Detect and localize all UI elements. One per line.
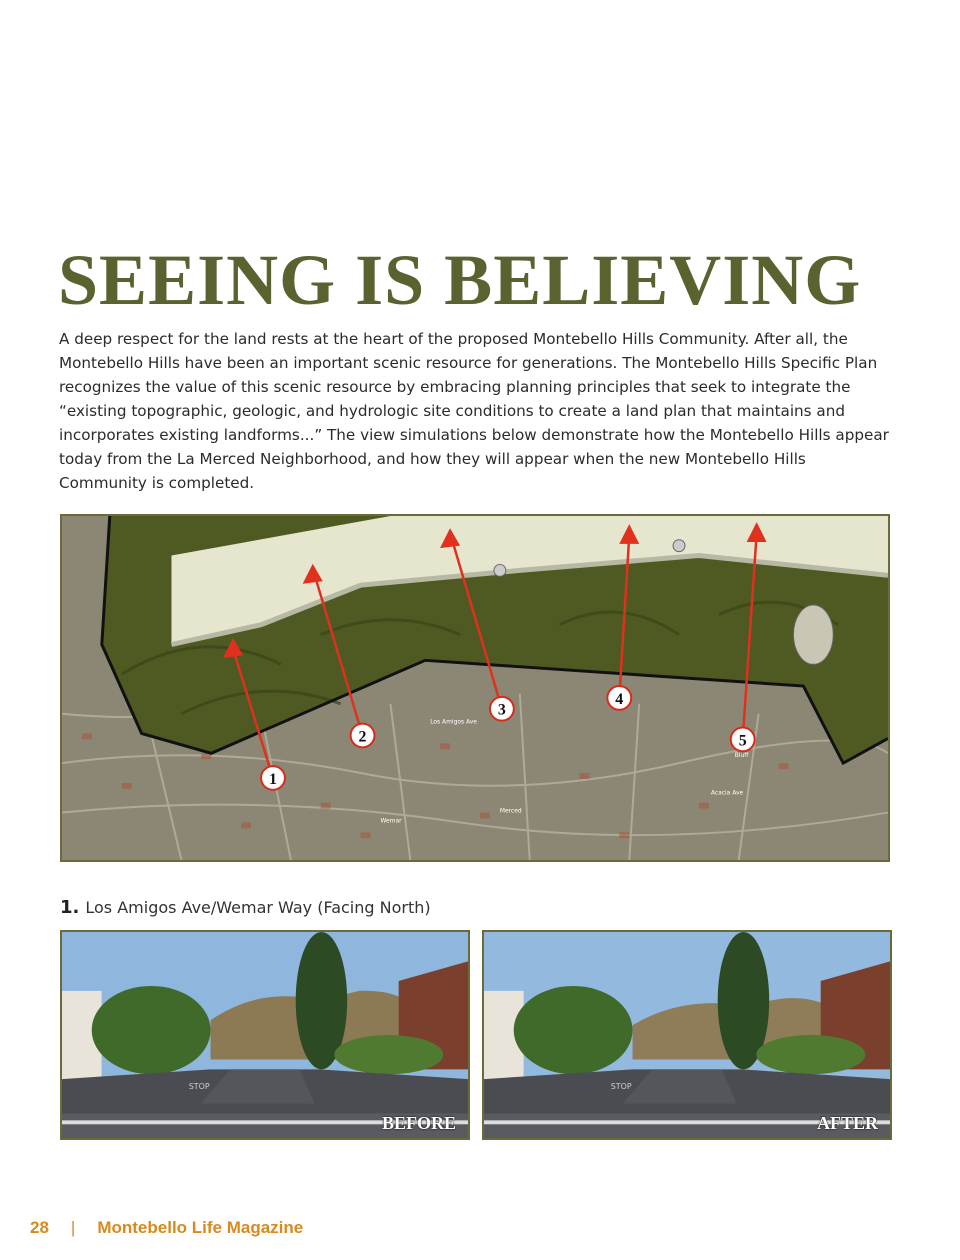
page-title: SEEING IS BELIEVING	[58, 240, 862, 320]
page-number: 28	[30, 1218, 49, 1237]
svg-text:1: 1	[268, 770, 277, 788]
before-photo	[60, 930, 470, 1140]
aerial-map-image	[62, 516, 888, 860]
viewpoint-marker-1	[261, 766, 285, 790]
pavement-marking: STOP	[610, 1081, 632, 1091]
viewpoint-marker-4	[607, 686, 631, 710]
page-footer	[30, 1218, 303, 1238]
viewpoint-marker-3	[490, 697, 514, 721]
street-label-merced: Merced	[499, 807, 522, 815]
street-label-los-amigos: Los Amigos Ave	[430, 718, 477, 726]
svg-text:4: 4	[615, 690, 624, 708]
after-street-image	[484, 932, 890, 1138]
pavement-marking: STOP	[188, 1081, 210, 1091]
intro-paragraph: A deep respect for the land rests at the heart of the proposed Montebello Hills Community. After all, the Montebello Hills have been an important scenic resource for generations. The Montebello Hills Specific Plan recognizes the value of this scenic resource by embracing planning principles that seek to integrate the “existing topographic, geologic, and hydrologic site conditions to create a land plan that maintains and incorporates existing landforms...” The view simulations below demonstrate how the Montebello Hills appear today from the La Merced Neighborhood, and how they will appear when the new Montebello Hills Community is completed.	[59, 330, 889, 492]
street-label-acacia: Acacia Ave	[710, 789, 744, 797]
view-caption	[60, 897, 431, 918]
before-label: BEFORE	[381, 1113, 456, 1133]
view-caption-text: Los Amigos Ave/Wemar Way (Facing North)	[85, 898, 431, 917]
svg-text:5: 5	[738, 732, 747, 750]
magazine-name: Montebello Life Magazine	[97, 1218, 304, 1237]
site-plan-map	[60, 514, 890, 862]
after-photo	[482, 930, 892, 1140]
svg-text:2: 2	[358, 728, 367, 746]
viewpoint-marker-2	[351, 724, 375, 748]
svg-text:3: 3	[497, 701, 506, 719]
view-number: 1.	[60, 897, 80, 918]
street-label-bluff: Bluff	[734, 752, 749, 760]
footer-separator: |	[70, 1218, 76, 1237]
viewpoint-marker-5	[731, 728, 755, 752]
before-street-image	[62, 932, 468, 1138]
after-label: AFTER	[816, 1113, 878, 1133]
street-label-wemar: Wemar	[380, 817, 402, 825]
